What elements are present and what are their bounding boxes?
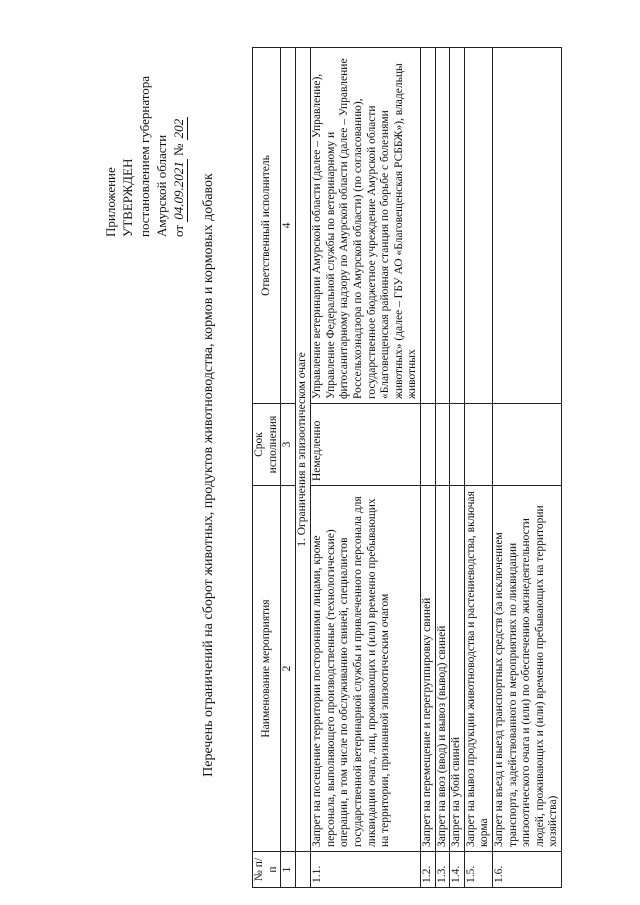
row-responsible: Управление ветеринарии Амурской области (далее – Управление), Управление Федеральной службы по ветеринарному и фитосанитарному надзору по Амурской области (далее – Управление Россельхознадзора по Амурской области) (по согласованию), государственное бюджетное учреждение Амурской области «Благовещенская районная станция по борьбе с болезнями животных» (далее – ГБУ АО «Благовещенская РСББЖ»), владельцы животных — [311, 48, 421, 404]
table-row — [435, 48, 450, 888]
row-responsible — [464, 48, 492, 404]
header-num: № п/п — [253, 852, 281, 888]
table-row — [464, 48, 492, 888]
column-index-row — [281, 48, 296, 888]
row-term — [492, 404, 561, 486]
table-row — [311, 48, 421, 888]
row-name: Запрет на перемещение и перегруппировку свиней — [420, 486, 435, 852]
section-gap-cell — [296, 852, 311, 888]
index-cell: 3 — [281, 404, 296, 486]
index-cell: 2 — [281, 486, 296, 852]
row-name: Запрет на вывоз продукции животноводства и растениеводства, включая корма — [464, 486, 492, 852]
row-num: 1.2. — [420, 852, 435, 888]
row-name: Запрет на ввоз (ввод) и вывоз (вывод) свиней — [435, 486, 450, 852]
row-term — [464, 404, 492, 486]
header-responsible: Ответственный исполнитель — [253, 48, 281, 404]
approval-block — [102, 17, 188, 237]
row-num: 1.1. — [311, 852, 421, 888]
region-label: Амурской области — [154, 134, 169, 237]
row-term — [450, 404, 465, 486]
row-responsible — [492, 48, 561, 404]
number-sign: № — [171, 143, 186, 156]
decree-number: 202 — [171, 118, 186, 139]
row-term — [435, 404, 450, 486]
row-responsible — [435, 48, 450, 404]
row-name: Запрет на въезд и выезд транспортных средств (за исключением транспорта, задействованного в мероприятиях по ликвидации эпизоотического очага и (или) по обеспечению жизнедеятельности людей, проживающих и (или) временно пребывающих на территории хозяйства) — [492, 486, 561, 852]
measures-table — [252, 47, 562, 888]
decree-label: постановлением губернатора — [137, 75, 152, 237]
row-num: 1.6. — [492, 852, 561, 888]
appendix-label: Приложение — [103, 167, 118, 237]
row-num: 1.5. — [464, 852, 492, 888]
index-cell: 1 — [281, 852, 296, 888]
table-header-row — [253, 48, 281, 888]
row-term: Немедленно — [311, 404, 421, 486]
approved-label: УТВЕРЖДЕН — [120, 158, 135, 237]
row-responsible — [450, 48, 465, 404]
index-cell: 4 — [281, 48, 296, 404]
table-row — [450, 48, 465, 888]
row-name: Запрет на убой свиней — [450, 486, 465, 852]
date-prefix: от — [171, 224, 186, 237]
table-row — [420, 48, 435, 888]
row-term — [420, 404, 435, 486]
decree-date: 04.09.2021 — [171, 161, 186, 220]
header-term: Срок исполнения — [253, 404, 281, 486]
section-row — [296, 48, 311, 888]
section-title: 1. Ограничения в эпизоотическом очаге — [296, 48, 311, 852]
row-num: 1.3. — [435, 852, 450, 888]
date-number-line — [170, 17, 188, 237]
document-title: Перечень ограничений на сборот животных, продуктов животноводства, кормов и кормовых добавок — [201, 173, 216, 777]
table-row — [492, 48, 561, 888]
row-num: 1.4. — [450, 852, 465, 888]
row-responsible — [420, 48, 435, 404]
row-name: Запрет на посещение территории посторонними лицами, кроме персонала, выполняющего производственные (технологические) операции, в том числе по обслуживанию свиней, специалистов государственной ветеринарной службы и привлеченного персонала для ликвидации очага, лиц, проживающих и (или) временно пребывающих на территории, признанной эпизоотическим очагом — [311, 486, 421, 852]
header-name: Наименование мероприятия — [253, 486, 281, 852]
